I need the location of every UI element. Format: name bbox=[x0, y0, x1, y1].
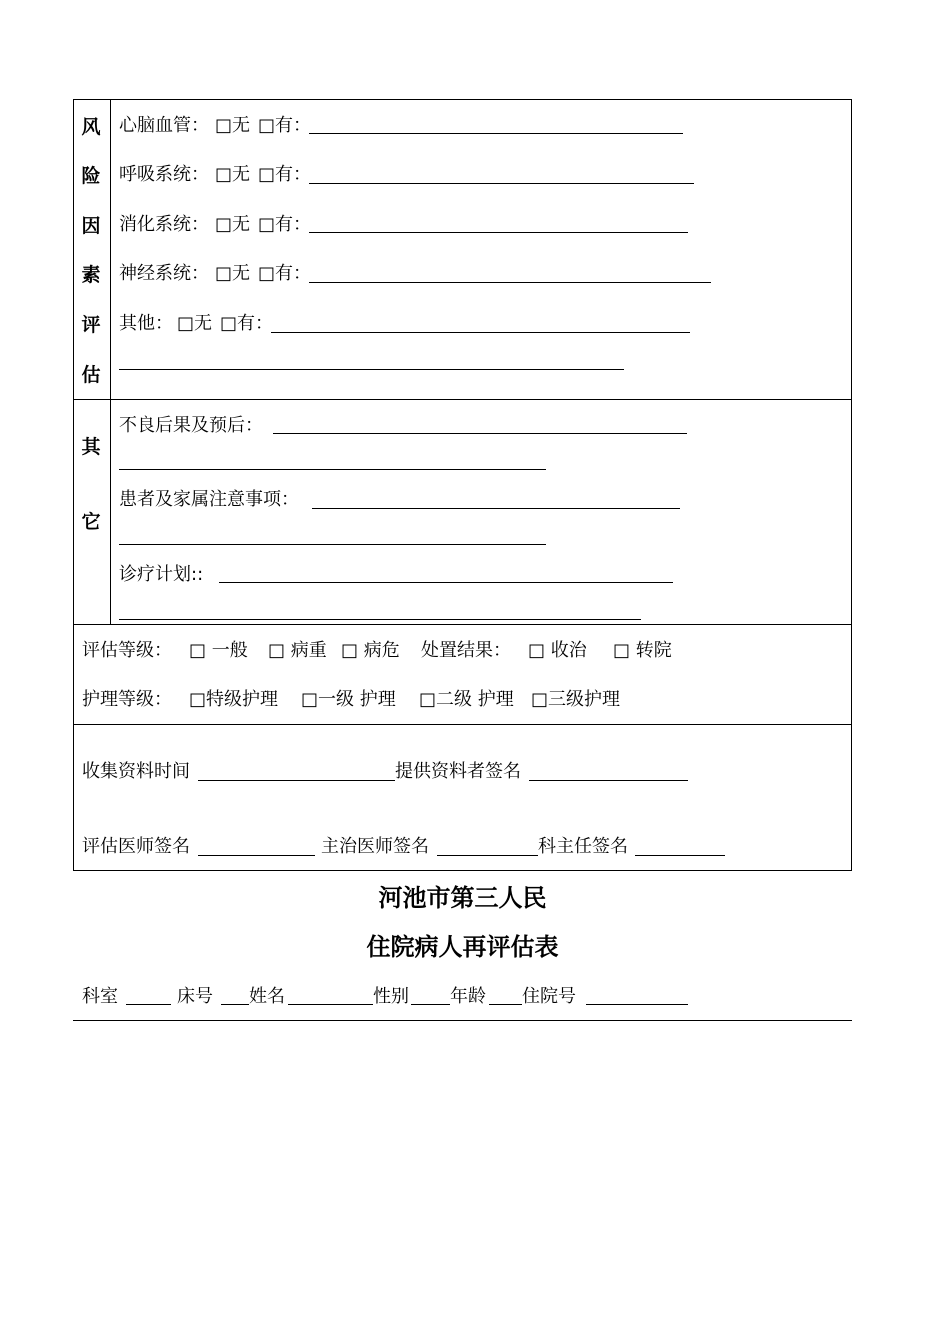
yes-checkbox[interactable]: □有： bbox=[220, 313, 274, 334]
disposal-result-label: 处置结果： bbox=[421, 640, 511, 661]
precautions-label: 患者及家属注意事项： bbox=[119, 489, 299, 510]
no-checkbox[interactable]: □无 bbox=[215, 214, 251, 235]
yes-checkbox[interactable]: □有： bbox=[258, 164, 312, 185]
eval-option-critical[interactable]: □ 病危 bbox=[341, 640, 400, 661]
fill-line[interactable] bbox=[119, 369, 624, 370]
eval-option-general[interactable]: □ 一般 bbox=[189, 640, 248, 661]
admission-no-label: 住院号 bbox=[522, 986, 576, 1007]
yes-checkbox[interactable]: □有： bbox=[258, 263, 312, 284]
yes-checkbox[interactable]: □有： bbox=[258, 214, 312, 235]
nursing-option-second[interactable]: □二级 护理 bbox=[419, 689, 514, 710]
eval-doctor-line[interactable] bbox=[198, 855, 315, 856]
bed-label: 床号 bbox=[177, 986, 213, 1007]
bed-field[interactable] bbox=[221, 1004, 249, 1005]
provider-sign-line[interactable] bbox=[529, 780, 688, 781]
no-checkbox[interactable]: □无 bbox=[215, 164, 251, 185]
gender-label: 性别 bbox=[373, 986, 409, 1007]
fill-line[interactable] bbox=[309, 183, 694, 184]
table-right-border bbox=[851, 99, 852, 871]
risk-row-label: 神经系统： bbox=[119, 263, 209, 284]
risk-row-label: 心脑血管： bbox=[119, 115, 209, 136]
form-title: 住院病人再评估表 bbox=[366, 933, 559, 961]
eval-option-severe[interactable]: □ 病重 bbox=[268, 640, 327, 661]
age-label: 年龄 bbox=[450, 986, 486, 1007]
fill-line[interactable] bbox=[309, 133, 683, 134]
risk-label-char: 险 bbox=[81, 165, 101, 187]
other-section-divider bbox=[73, 624, 852, 625]
risk-label-char: 风 bbox=[81, 116, 101, 138]
fill-line[interactable] bbox=[312, 508, 680, 509]
header-divider bbox=[73, 1020, 852, 1021]
nursing-grade-label: 护理等级： bbox=[82, 689, 172, 710]
no-checkbox[interactable]: □无 bbox=[177, 313, 213, 334]
director-line[interactable] bbox=[635, 855, 725, 856]
table-bottom-border bbox=[73, 870, 852, 871]
admission-no-field[interactable] bbox=[586, 1004, 688, 1005]
result-option-admit[interactable]: □ 收治 bbox=[528, 640, 587, 661]
attending-doctor-line[interactable] bbox=[437, 855, 538, 856]
eval-grade-label: 评估等级： bbox=[82, 640, 172, 661]
prognosis-label: 不良后果及预后： bbox=[119, 415, 263, 436]
risk-label-char: 估 bbox=[81, 364, 101, 386]
label-column-divider bbox=[110, 99, 111, 624]
risk-row-label: 其他： bbox=[119, 313, 173, 334]
eval-doctor-label: 评估医师签名 bbox=[82, 836, 190, 857]
name-label: 姓名 bbox=[249, 986, 285, 1007]
risk-row-label: 消化系统： bbox=[119, 214, 209, 235]
fill-line[interactable] bbox=[273, 433, 687, 434]
nursing-option-special[interactable]: □特级护理 bbox=[189, 689, 279, 710]
fill-line[interactable] bbox=[309, 282, 711, 283]
treatment-plan-label: 诊疗计划:: bbox=[119, 564, 204, 585]
risk-label-char: 素 bbox=[81, 264, 101, 286]
risk-row-label: 呼吸系统： bbox=[119, 164, 209, 185]
fill-line[interactable] bbox=[309, 232, 688, 233]
risk-section-divider bbox=[73, 399, 852, 400]
other-label-char: 它 bbox=[81, 511, 101, 533]
attending-doctor-label: 主治医师签名 bbox=[321, 836, 429, 857]
fill-line[interactable] bbox=[219, 582, 673, 583]
collect-time-label: 收集资料时间 bbox=[82, 761, 190, 782]
result-option-transfer[interactable]: □ 转院 bbox=[613, 640, 672, 661]
other-label-char: 其 bbox=[81, 436, 101, 458]
fill-line[interactable] bbox=[119, 469, 546, 470]
no-checkbox[interactable]: □无 bbox=[215, 263, 251, 284]
dept-label: 科室 bbox=[82, 986, 118, 1007]
fill-line[interactable] bbox=[119, 544, 546, 545]
fill-line[interactable] bbox=[119, 619, 641, 620]
gender-field[interactable] bbox=[411, 1004, 450, 1005]
risk-label-char: 评 bbox=[81, 314, 101, 336]
director-label: 科主任签名 bbox=[538, 836, 628, 857]
nursing-option-first[interactable]: □一级 护理 bbox=[301, 689, 396, 710]
collect-time-line[interactable] bbox=[198, 780, 395, 781]
fill-line[interactable] bbox=[271, 332, 690, 333]
name-field[interactable] bbox=[288, 1004, 373, 1005]
grade-section-divider bbox=[73, 724, 852, 725]
provider-sign-label: 提供资料者签名 bbox=[395, 761, 521, 782]
hospital-name: 河池市第三人民 bbox=[378, 884, 547, 912]
nursing-option-third[interactable]: □三级护理 bbox=[531, 689, 621, 710]
yes-checkbox[interactable]: □有： bbox=[258, 115, 312, 136]
no-checkbox[interactable]: □无 bbox=[215, 115, 251, 136]
dept-field[interactable] bbox=[126, 1004, 171, 1005]
table-top-border bbox=[73, 99, 852, 100]
risk-label-char: 因 bbox=[81, 215, 101, 237]
age-field[interactable] bbox=[489, 1004, 522, 1005]
